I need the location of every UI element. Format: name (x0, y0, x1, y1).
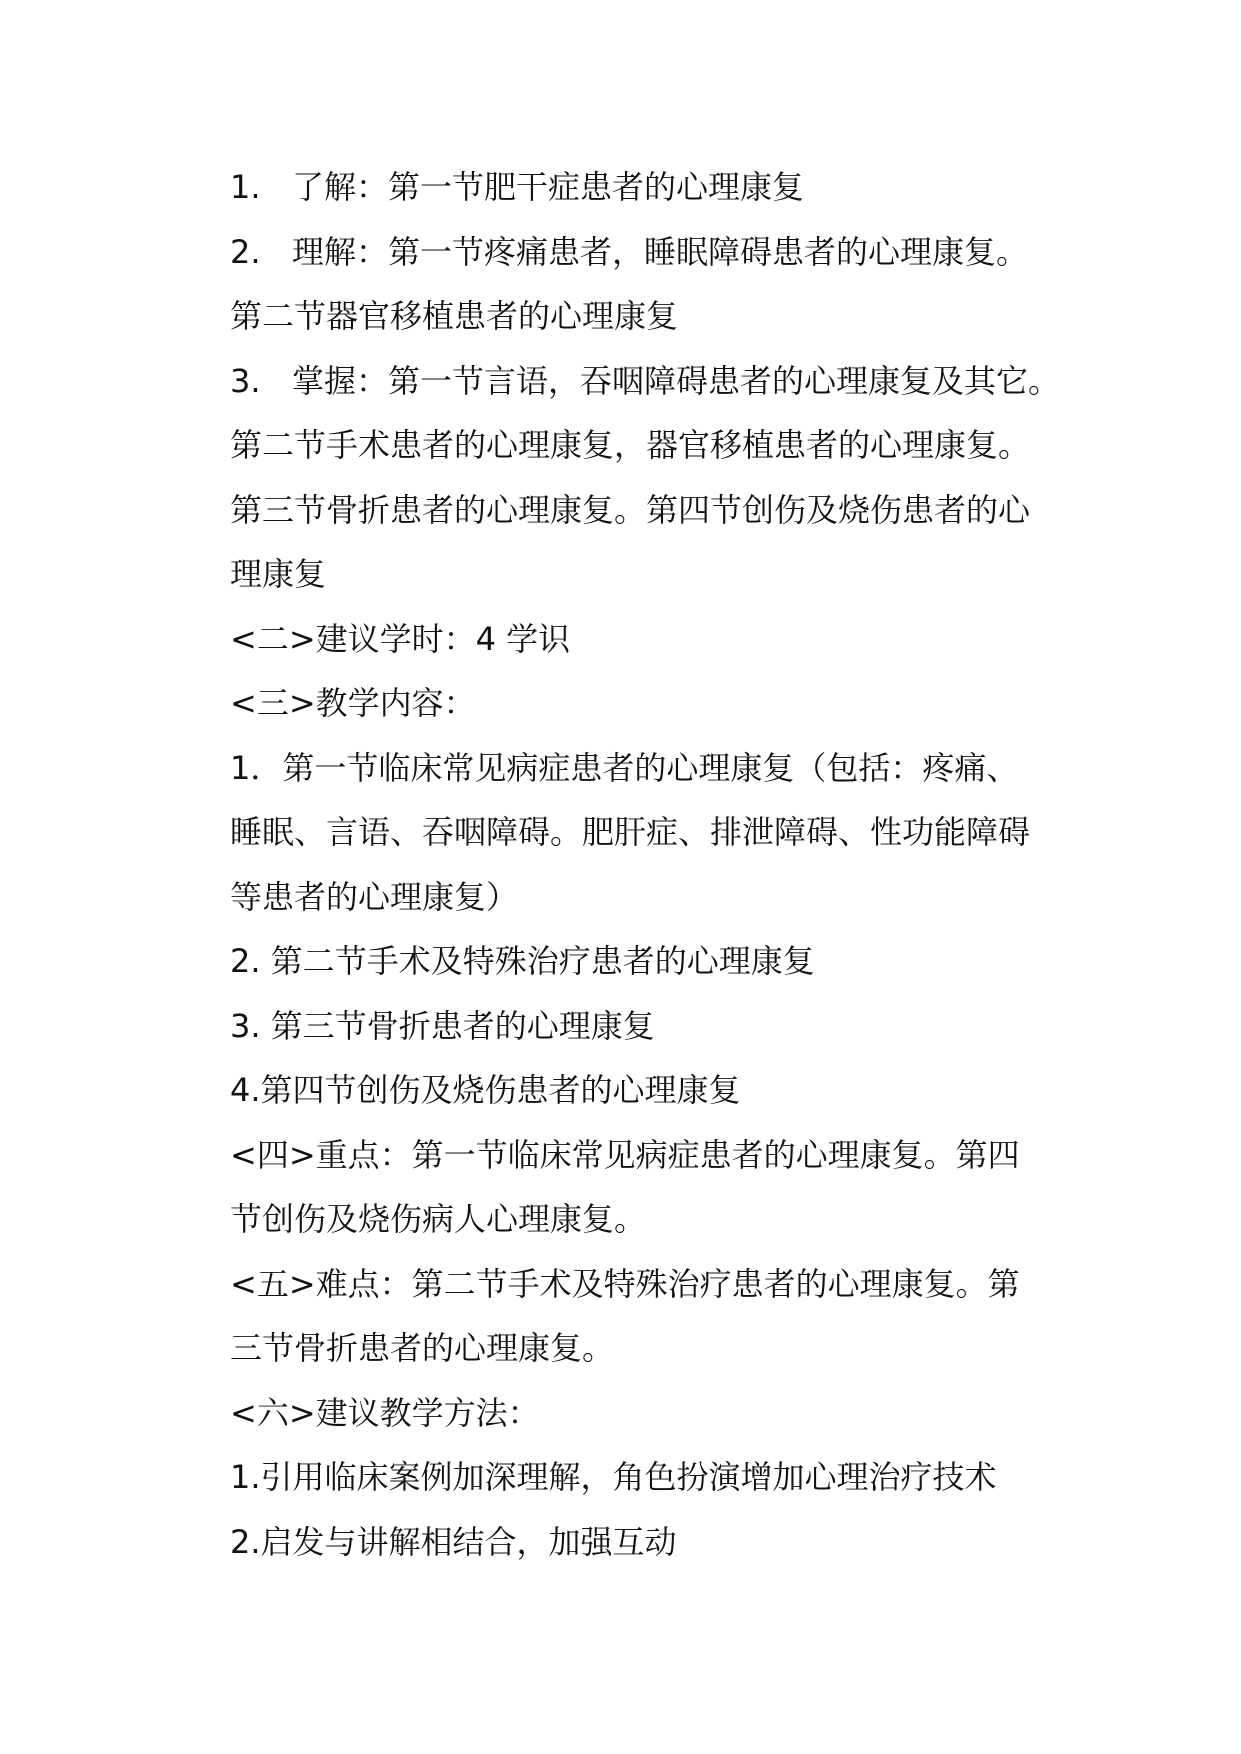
list-number: 1. (230, 168, 261, 206)
section-heading-difficulties: <五>难点：第二节手术及特殊治疗患者的心理康复。第 (230, 1264, 1020, 1303)
text-line: 节创伤及烧伤病人心理康复。 (230, 1200, 647, 1238)
text-line: 睡眠、言语、吞咽障碍。肥肝症、排泄障碍、性功能障碍 (230, 813, 1031, 851)
list-item-comprehend (230, 220, 1090, 285)
text-line: 3. 第三节骨折患者的心理康复 (230, 1006, 655, 1045)
list-item-understand (230, 155, 1090, 220)
section-heading-content: <三>教学内容： (230, 684, 476, 722)
list-number: 3. (230, 361, 261, 400)
text-line: 4.第四节创伤及烧伤患者的心理康复 (230, 1071, 741, 1109)
section-heading-hours: <二>建议学时：4 学识 (230, 619, 571, 658)
text-line: 1．第一节临床常见病症患者的心理康复（包括：疼痛、 (230, 748, 1019, 787)
section-heading-key-points: <四>重点：第一节临床常见病症患者的心理康复。第四 (230, 1135, 1020, 1174)
text-line: 2. 第二节手术及特殊治疗患者的心理康复 (230, 942, 815, 980)
line-text: 理解：第一节疼痛患者，睡眠障碍患者的心理康复。 (292, 232, 1029, 271)
text-line: 第二节器官移植患者的心理康复 (230, 297, 679, 335)
text-line: 1.引用临床案例加深理解，角色扮演增加心理治疗技术 (230, 1458, 997, 1496)
list-number: 2. (230, 232, 261, 271)
text-line: 等患者的心理康复） (230, 877, 519, 916)
text-line: 三节骨折患者的心理康复。 (230, 1329, 615, 1367)
list-item-master (230, 349, 1090, 414)
section-heading-methods: <六>建议教学方法： (230, 1393, 540, 1432)
line-text: 了解：第一节肥干症患者的心理康复 (292, 168, 805, 206)
text-line: 理康复 (230, 555, 327, 593)
line-text: 掌握：第一节言语，吞咽障碍患者的心理康复及其它。 (292, 361, 1061, 400)
text-line: 第三节骨折患者的心理康复。第四节创伤及烧伤患者的心 (230, 490, 1031, 529)
text-line: 2.启发与讲解相结合，加强互动 (230, 1522, 677, 1561)
text-line: 第二节手术患者的心理康复，器官移植患者的心理康复。 (230, 426, 1031, 464)
document-body (230, 155, 1090, 1574)
